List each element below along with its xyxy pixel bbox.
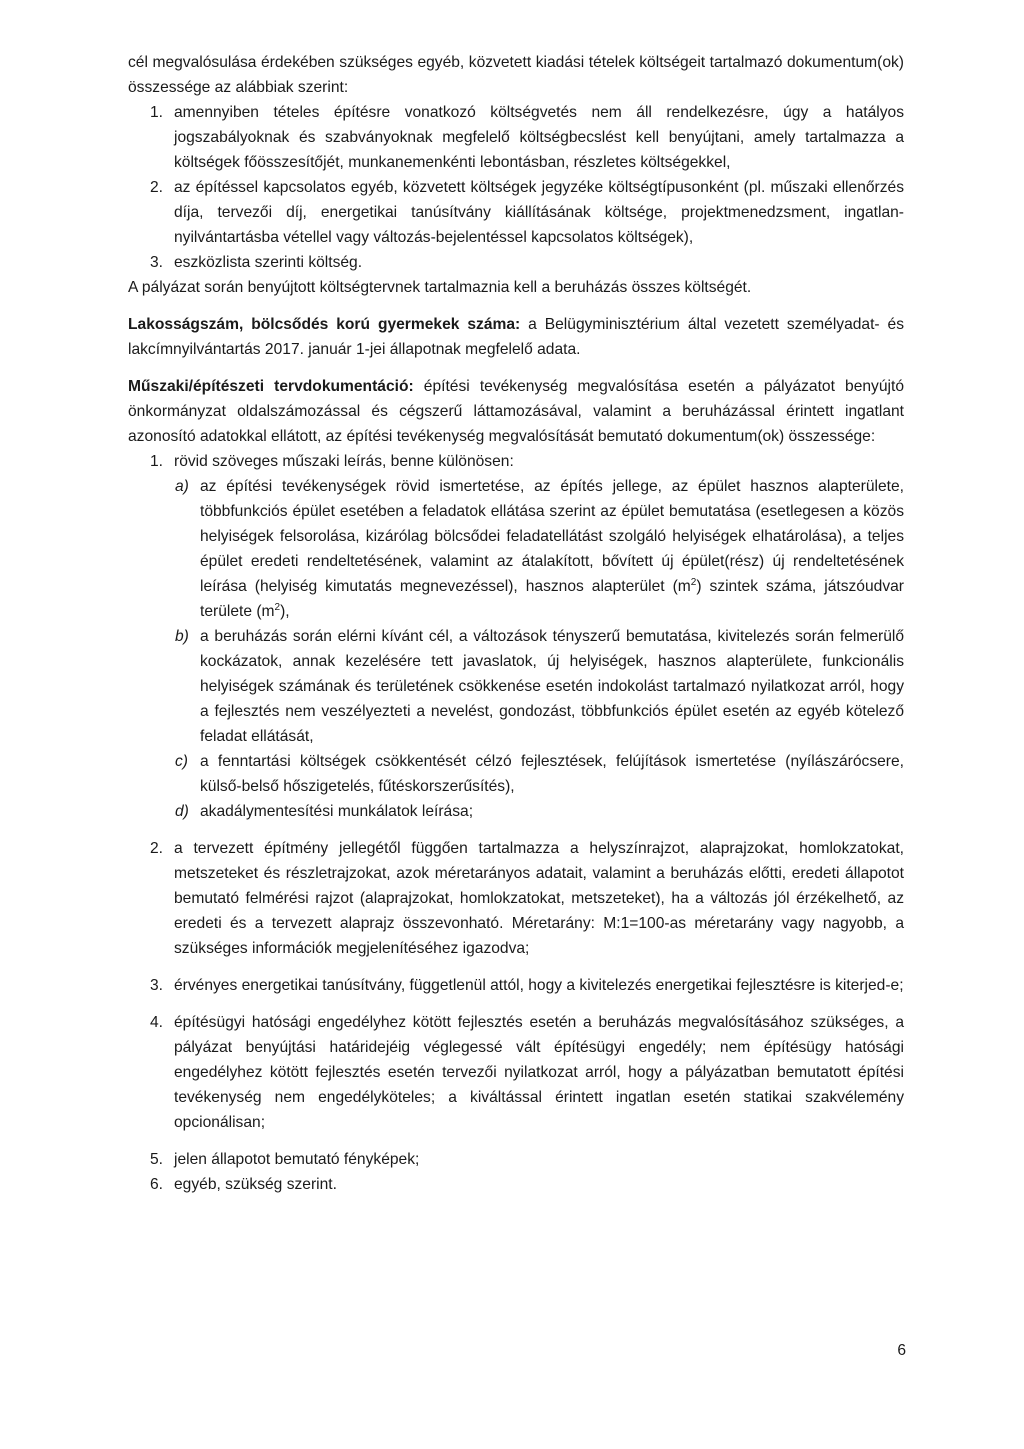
list-number: 3. [150, 254, 164, 271]
list-item-text: eszközlista szerinti költség. [174, 254, 363, 271]
list-item [128, 100, 904, 175]
list-number: 2. [150, 840, 164, 857]
list-item [128, 1172, 904, 1197]
sub-item [128, 474, 904, 624]
sub-item [128, 799, 904, 824]
list-item-text: jelen állapotot bemutató fényképek; [174, 1151, 420, 1168]
population-term: Lakosságszám, bölcsődés korú gyermekek száma: [128, 316, 521, 333]
list-item [128, 973, 904, 998]
sub-item [128, 624, 904, 749]
population-text: a Belügyminisztérium által vezetett személyadat- és lakcímnyilvántartás 2017. január 1-jei állapotnak megfelelő adata. [128, 316, 905, 358]
list-number: 4. [150, 1014, 164, 1031]
list-number: 6. [150, 1176, 164, 1193]
plans-text: építési tevékenység megvalósítása esetén a pályázatot benyújtó önkormányzat oldalszámozással és cégszerű láttamozásával, valamint a beruházással érintett ingatlant azonosító adatokkal ellátott, az építési tevékenység megvalósítását bemutató dokumentum(ok) összessége: [128, 378, 904, 445]
page-number: 6 [897, 1342, 906, 1359]
list-item [128, 1010, 904, 1135]
sub-item-text: ), [280, 603, 290, 620]
sub-item-letter: d) [175, 803, 189, 820]
list-number: 5. [150, 1151, 164, 1168]
sub-item-letter: c) [175, 753, 188, 770]
list-item [128, 449, 904, 474]
list-item-text: az építéssel kapcsolatos egyéb, közvetett költségek jegyzéke költségtípusonként (pl. műszaki ellenőrzés díja, tervezői díj, energetikai tanúsítvány kiállításának költsége, projektmenedzsment, ingatlan-nyilvántartásba vétellel vagy változás-bejelentéssel kapcsolatos költségek), [174, 179, 904, 246]
list-item-text: építésügyi hatósági engedélyhez kötött fejlesztés esetén a beruházás megvalósításához szükséges, a pályázat benyújtási határidejéig véglegessé vált építésügyi engedély; nem építésügy hatósági engedélyhez kötött fejlesztés esetén tervezői nyilatkozat arról, hogy a pályázatban bemutatott építési tevékenység nem engedélyköteles; a kiváltással érintett ingatlan esetén statikai szakvélemény opcionálisan; [174, 1014, 904, 1131]
sub-item-letter: b) [175, 628, 189, 645]
sub-item-letter: a) [175, 478, 189, 495]
list-item-text: amennyiben tételes építésre vonatkozó költségvetés nem áll rendelkezésre, úgy a hatályos jogszabályoknak és szabványoknak megfelelő költségbecslést kell benyújtani, amely tartalmazza a költségek főösszesítőjét, munkanemenkénti lebontásban, részletes költségekkel, [174, 104, 904, 171]
cost-plan-note: A pályázat során benyújtott költségtervnek tartalmaznia kell a beruházás összes költségét. [128, 279, 752, 296]
sub-item-text: ) szintek száma, játszóudvar területe (m [200, 578, 904, 620]
plans-term: Műszaki/építészeti tervdokumentáció: [128, 378, 414, 395]
list-item [128, 250, 904, 275]
list-number: 1. [150, 453, 164, 470]
population-definition [128, 312, 904, 362]
sub-item-text: a beruházás során elérni kívánt cél, a változások tényszerű bemutatása, kivitelezés során felmerülő kockázatok, annak kezelésére tett javaslatok, új helyiségek, hasznos alapterülete, funkcionális helyiségek számának és területének csökkenése esetén indokolást tartalmazó nyilatkozat arról, hogy a fejlesztés nem veszélyezteti a nevelést, gondozást, többfunkciós épület esetén az egyéb kötelező feladat ellátását, [200, 628, 904, 745]
sub-item-text: az építési tevékenységek rövid ismertetése, az építés jellege, az épület hasznos alapterülete, többfunkciós épület esetében a feladatok ellátása szerint az épület bemutatása (esetlegesen a közös helyiségek felsorolása, kizárólag bölcsődei feladatellátást szolgáló helyiségek elhatárolása), a teljes épület eredeti rendeltetésének, valamint az átalakított, bővített új épület(rész) új rendeltetésének leírása (helyiség kimutatás megnevezéssel), hasznos alapterület (m [200, 478, 904, 595]
list-number: 1. [150, 104, 164, 121]
sub-item [128, 749, 904, 799]
list-number: 3. [150, 977, 164, 994]
list-item-text: egyéb, szükség szerint. [174, 1176, 337, 1193]
plans-definition [128, 374, 904, 449]
superscript: 2 [690, 577, 697, 588]
list-item-text: rövid szöveges műszaki leírás, benne különösen: [174, 453, 514, 470]
list-item [128, 175, 904, 250]
list-number: 2. [150, 179, 164, 196]
document-body [128, 50, 904, 1197]
list-item [128, 1147, 904, 1172]
sub-item-text: a fenntartási költségek csökkentését célzó fejlesztések, felújítások ismertetése (nyílászárócsere, külső-belső hőszigetelés, fűtéskorszerűsítés), [200, 753, 904, 795]
superscript: 2 [274, 602, 281, 613]
list-item-text: a tervezett építmény jellegétől függően tartalmazza a helyszínrajzot, alaprajzokat, homlokzatokat, metszeteket és részletrajzokat, azok méretarányos adatait, valamint a beruházás előtti, eredeti állapotot bemutató felmérési rajzot (alaprajzokat, homlokzatokat, metszeteket), ha a változás jól érzékelhető, az eredeti és a tervezett alaprajz összevonható. Méretarány: M:1=100-as méretarány vagy nagyobb, a szükséges információk megjelenítéséhez igazodva; [174, 840, 904, 957]
list-item [128, 836, 904, 961]
intro-paragraph: cél megvalósulása érdekében szükséges egyéb, közvetett kiadási tételek költségeit tartalmazó dokumentum(ok) összessége az alábbiak szerint: [128, 54, 904, 96]
list-item-text: érvényes energetikai tanúsítvány, függetlenül attól, hogy a kivitelezés energetikai fejlesztésre is kiterjed-e; [174, 977, 904, 994]
sub-item-text: akadálymentesítési munkálatok leírása; [200, 803, 474, 820]
